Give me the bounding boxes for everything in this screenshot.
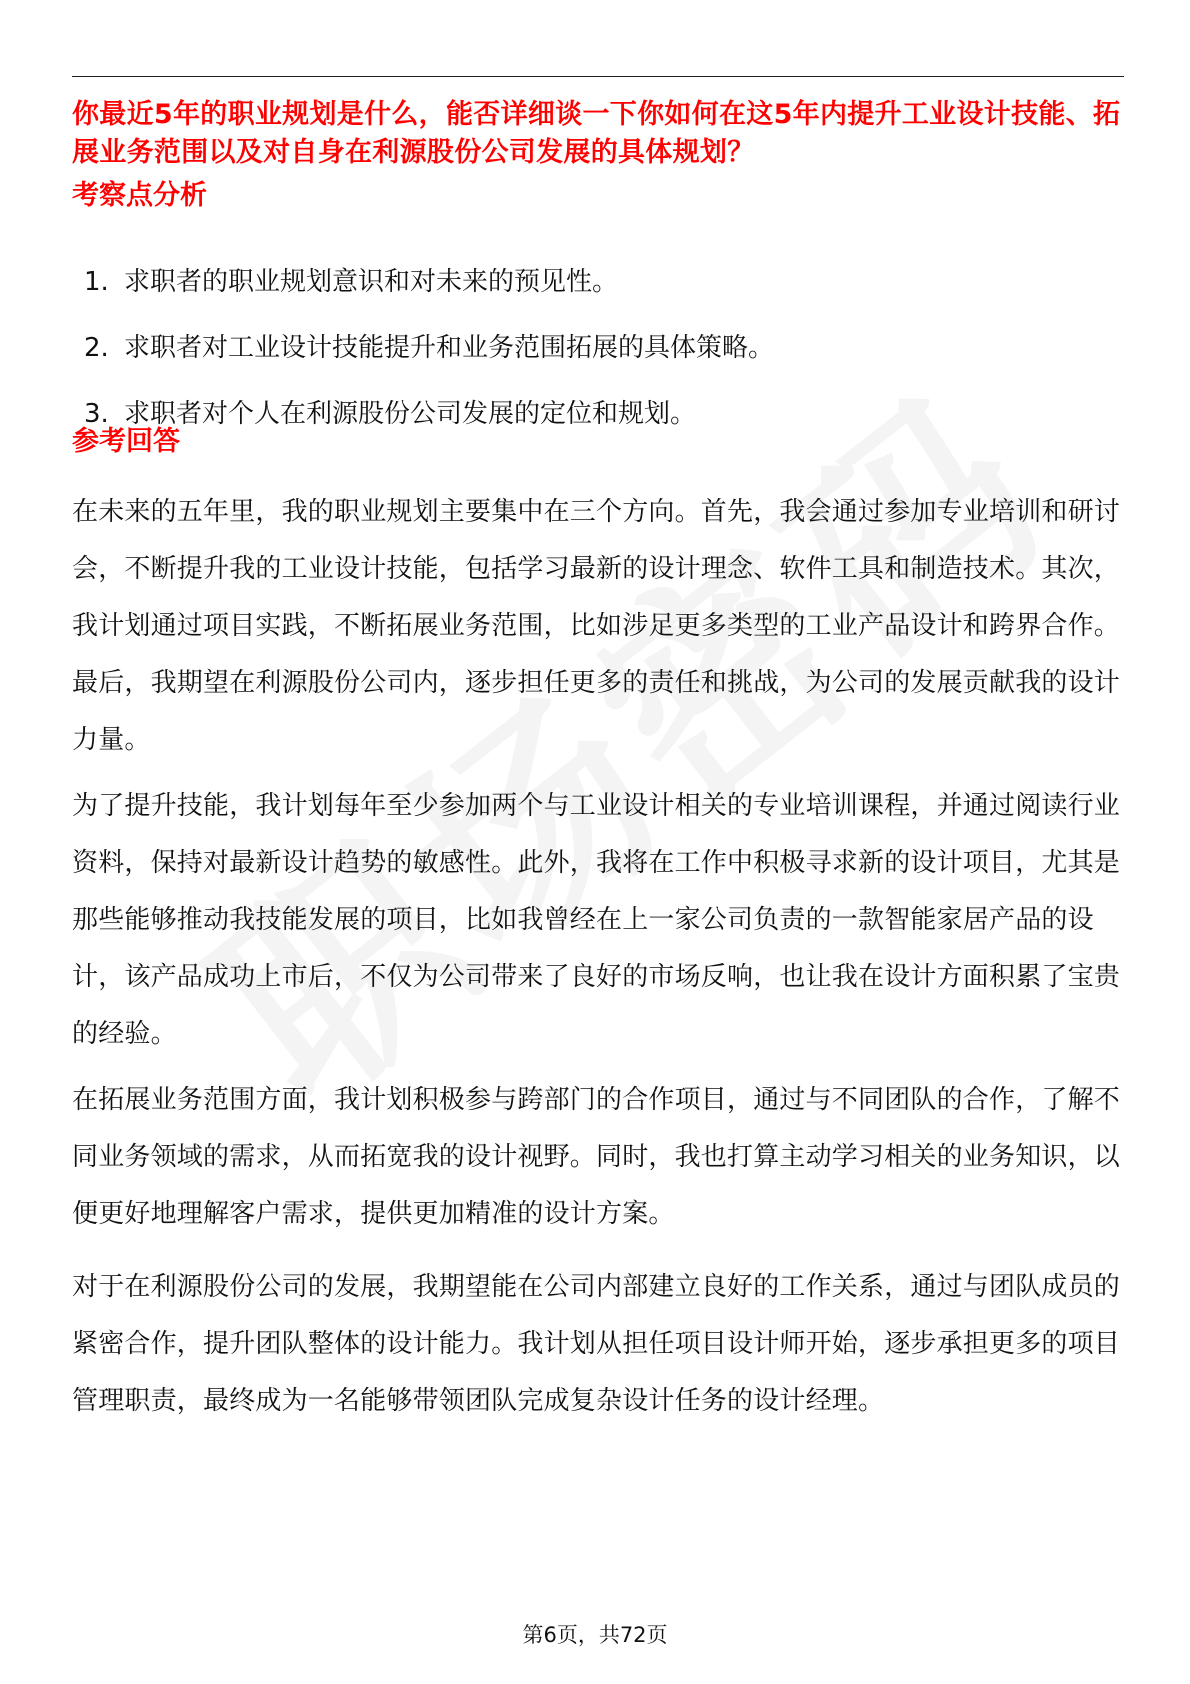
analysis-item [84,330,774,366]
analysis-item-text: 求职者对个人在利源股份公司发展的定位和规划。 [124,399,697,429]
analysis-item [84,264,774,300]
analysis-item-number: 2. [84,333,109,363]
analysis-item-number: 1. [84,267,109,297]
top-rule [72,76,1124,77]
analysis-item-text: 求职者对工业设计技能提升和业务范围拓展的具体策略。 [124,333,775,363]
question-title: 你最近5年的职业规划是什么，能否详细谈一下你如何在这5年内提升工业设计技能、拓展业务范围以及对自身在利源股份公司发展的具体规划？ [72,99,1121,168]
answer-paragraph: 在未来的五年里，我的职业规划主要集中在三个方向。首先，我会通过参加专业培训和研讨会，不断提升我的工业设计技能，包括学习最新的设计理念、软件工具和制造技术。其次，我计划通过项目实践，不断拓展业务范围，比如涉足更多类型的工业产品设计和跨界合作。最后，我期望在利源股份公司内，逐步担任更多的责任和挑战，为公司的发展贡献我的设计力量。 [72,497,1121,755]
answer-paragraph: 在拓展业务范围方面，我计划积极参与跨部门的合作项目，通过与不同团队的合作，了解不同业务领域的需求，从而拓宽我的设计视野。同时，我也打算主动学习相关的业务知识，以便更好地理解客户需求，提供更加精准的设计方案。 [72,1085,1121,1229]
answer-paragraph: 对于在利源股份公司的发展，我期望能在公司内部建立良好的工作关系，通过与团队成员的紧密合作，提升团队整体的设计能力。我计划从担任项目设计师开始，逐步承担更多的项目管理职责，最终成为一名能够带领团队完成复杂设计任务的设计经理。 [72,1272,1121,1416]
page-number: 第6页，共72页 [522,1623,668,1647]
answer-paragraph: 为了提升技能，我计划每年至少参加两个与工业设计相关的专业培训课程，并通过阅读行业资料，保持对最新设计趋势的敏感性。此外，我将在工作中积极寻求新的设计项目，尤其是那些能够推动我技能发展的项目，比如我曾经在上一家公司负责的一款智能家居产品的设计，该产品成功上市后，不仅为公司带来了良好的市场反响，也让我在设计方面积累了宝贵的经验。 [72,791,1121,1049]
analysis-item [84,396,774,432]
analysis-item-number: 3. [84,399,109,429]
analysis-list [84,264,774,462]
analysis-item-text: 求职者的职业规划意识和对未来的预见性。 [124,267,619,297]
analysis-heading: 考察点分析 [72,180,207,211]
answer-heading: 参考回答 [72,426,180,457]
